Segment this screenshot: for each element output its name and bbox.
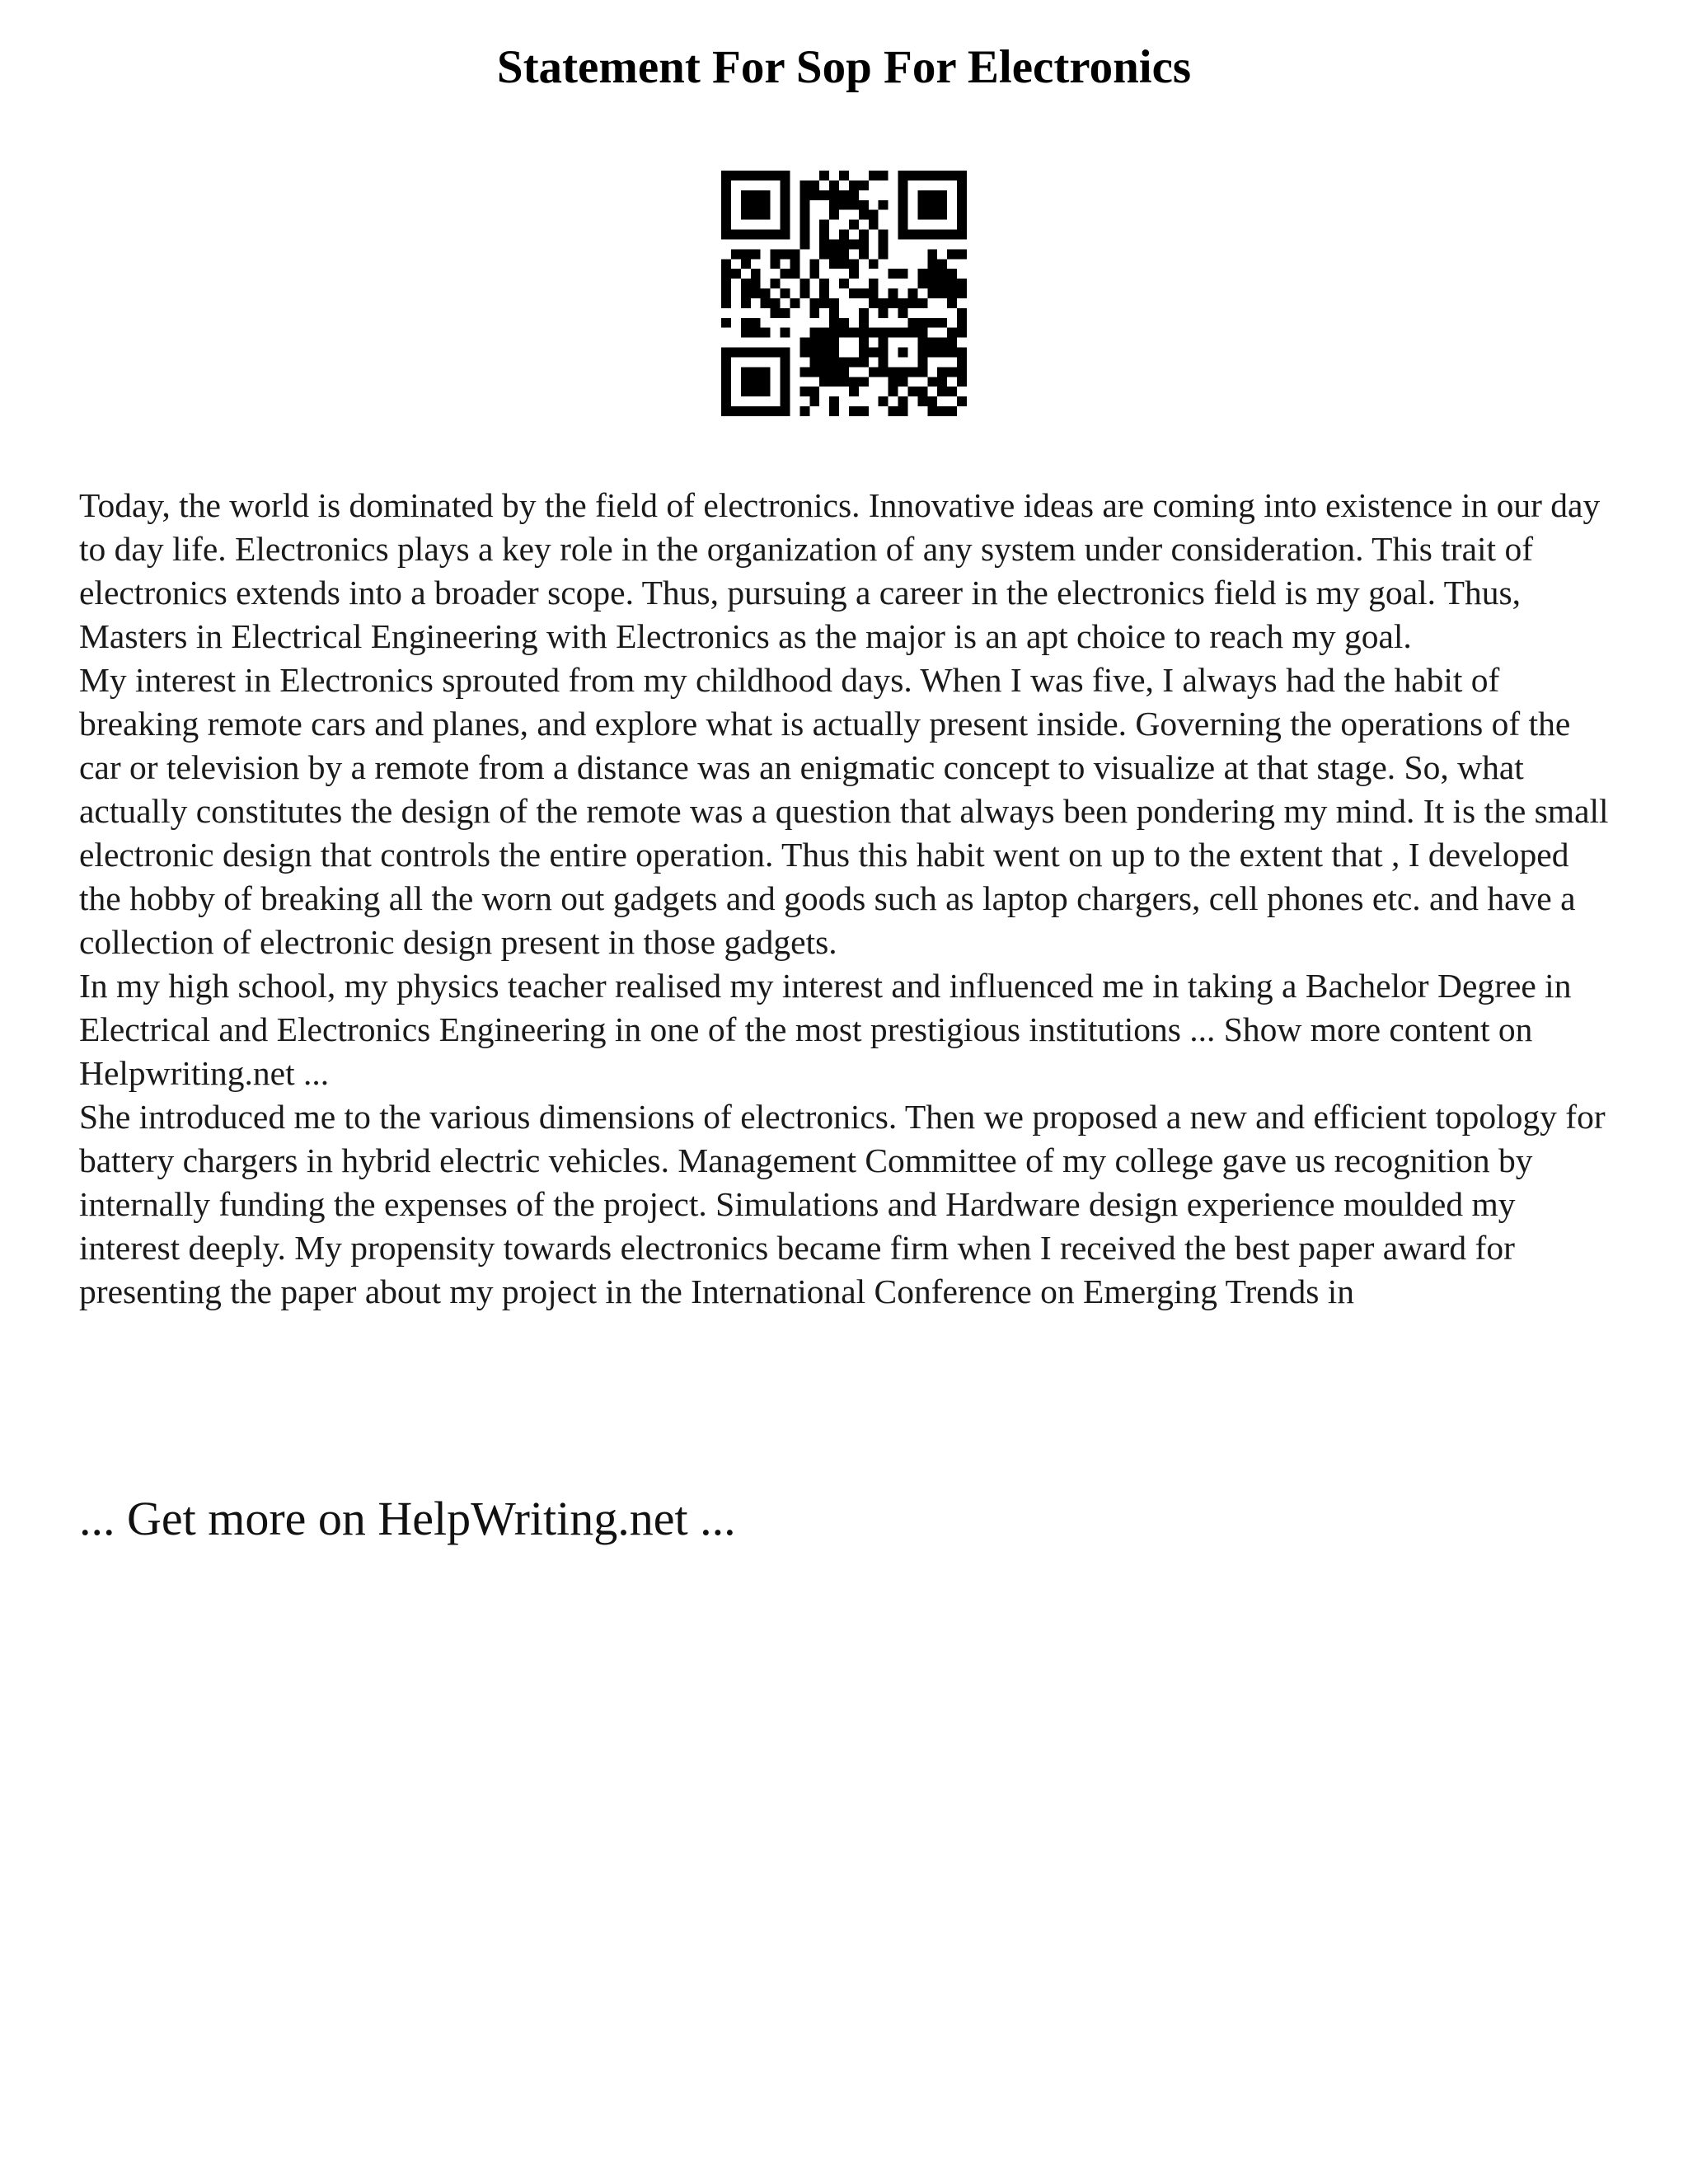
- qr-code-icon: [721, 171, 967, 416]
- paragraph: In my high school, my physics teacher realised my interest and influenced me in taking a Bachelor Degree in Electrical and Electronics Engineering in one of the most prestigious institutions ... Show more content on Helpwriting.net ...: [79, 967, 1572, 1092]
- document-title: Statement For Sop For Electronics: [496, 41, 1192, 93]
- paragraph: My interest in Electronics sprouted from my childhood days. When I was five, I always had the habit of breaking remote cars and planes, and explore what is actually present inside. Governing the operations of the car or television by a remote from a distance was an enigmatic concept to visualize at that stage. So, what actually constitutes the design of the remote was a question that always been pondering my mind. It is the small electronic design that controls the entire operation. Thus this habit went on up to the extent that , I developed the hobby of breaking all the worn out gadgets and goods such as laptop chargers, cell phones etc. and have a collection of electronic design present in those gadgets.: [79, 661, 1609, 961]
- paragraph: She introduced me to the various dimensions of electronics. Then we proposed a new and efficient topology for battery chargers in hybrid electric vehicles. Management Committee of my college gave us recognition by internally funding the expenses of the project. Simulations and Hardware design experience moulded my interest deeply. My propensity towards electronics became firm when I received the best paper award for presenting the paper about my project in the International Conference on Emerging Trends in: [79, 1098, 1606, 1310]
- document-body: [79, 484, 1612, 1314]
- paragraph: Today, the world is dominated by the field of electronics. Innovative ideas are coming into existence in our day to day life. Electronics plays a key role in the organization of any system under consideration. This trait of electronics extends into a broader scope. Thus, pursuing a career in the electronics field is my goal. Thus, Masters in Electrical Engineering with Electronics as the major is an apt choice to reach my goal.: [79, 486, 1601, 655]
- get-more-link[interactable]: ... Get more on HelpWriting.net ...: [79, 1492, 736, 1545]
